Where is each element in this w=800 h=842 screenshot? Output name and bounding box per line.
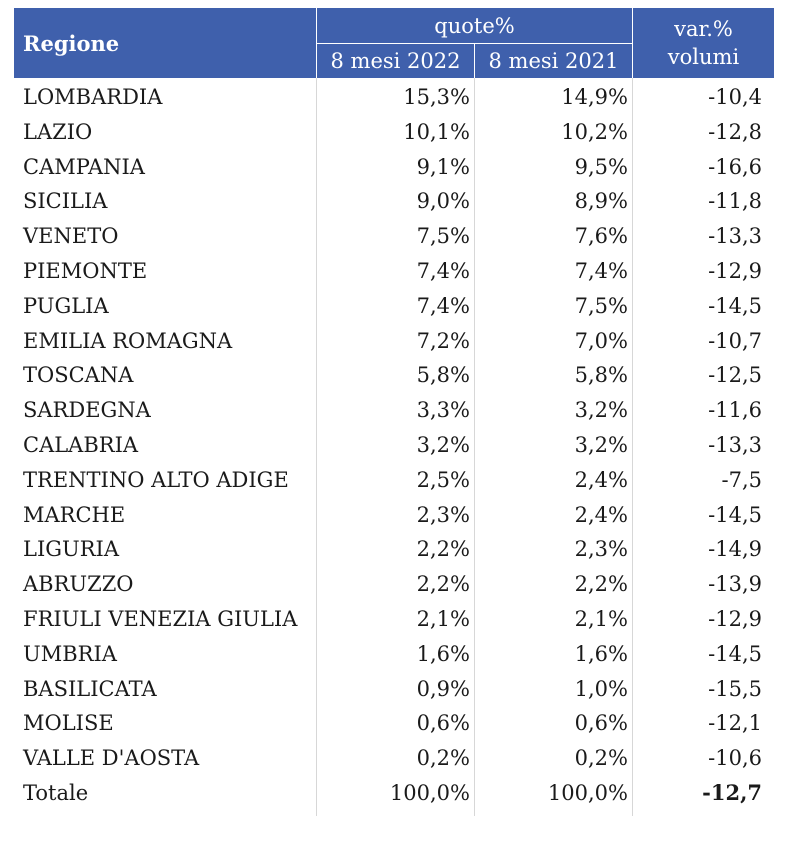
table-row xyxy=(14,428,774,463)
share-2022-cell: 7,4% xyxy=(416,258,470,283)
region-cell: PUGLIA xyxy=(23,293,109,318)
table-row xyxy=(14,706,774,741)
share-2022-cell: 100,0% xyxy=(389,780,470,805)
volume-change-cell: -12,7 xyxy=(702,779,762,805)
share-2022-cell: 2,2% xyxy=(416,537,470,562)
share-2022-cell: 2,2% xyxy=(416,572,470,597)
region-cell: LIGURIA xyxy=(23,537,119,562)
region-cell: FRIULI VENEZIA GIULIA xyxy=(23,606,298,631)
header-var-line1: var.% xyxy=(674,17,733,41)
volume-change-cell: -16,6 xyxy=(708,154,762,179)
region-cell: CALABRIA xyxy=(23,432,139,457)
region-cell: CAMPANIA xyxy=(23,154,145,179)
share-2021-cell: 2,2% xyxy=(574,572,628,597)
table-row xyxy=(14,463,774,498)
share-2021-cell: 7,4% xyxy=(574,258,628,283)
table-row xyxy=(14,150,774,185)
region-cell: BASILICATA xyxy=(23,676,157,701)
region-cell: UMBRIA xyxy=(23,641,117,666)
share-2022-cell: 7,4% xyxy=(416,293,470,318)
volume-change-cell: -12,1 xyxy=(708,711,762,736)
volume-change-cell: -14,5 xyxy=(708,293,762,318)
share-2022-cell: 7,2% xyxy=(416,328,470,353)
table-row xyxy=(14,358,774,393)
share-2021-cell: 10,2% xyxy=(561,119,628,144)
region-cell: TRENTINO ALTO ADIGE xyxy=(23,467,289,492)
region-cell: SARDEGNA xyxy=(23,398,151,423)
region-cell: SICILIA xyxy=(23,189,108,214)
header-divider xyxy=(474,44,475,78)
share-2021-cell: 1,6% xyxy=(574,641,628,666)
header-var-volumes xyxy=(633,8,774,78)
region-cell: LOMBARDIA xyxy=(23,85,163,109)
volume-change-cell: -12,5 xyxy=(708,363,762,388)
header-divider xyxy=(632,8,633,78)
volume-change-cell: -13,3 xyxy=(708,432,762,457)
table-row xyxy=(14,393,774,428)
share-2021-cell: 9,5% xyxy=(574,154,628,179)
share-2021-cell: 3,2% xyxy=(574,398,628,423)
volume-change-cell: -15,5 xyxy=(708,676,762,701)
volume-change-cell: -11,6 xyxy=(708,398,762,423)
volume-change-cell: -10,6 xyxy=(708,746,762,771)
table-row xyxy=(14,602,774,637)
volume-change-cell: -10,7 xyxy=(708,328,762,353)
share-2021-cell: 1,0% xyxy=(574,676,628,701)
table-body xyxy=(14,80,774,811)
region-cell: VENETO xyxy=(23,224,119,249)
header-region: Regione xyxy=(23,30,120,56)
share-2021-cell: 7,5% xyxy=(574,293,628,318)
region-cell: ABRUZZO xyxy=(23,572,134,597)
table-row xyxy=(14,672,774,707)
share-2021-cell: 8,9% xyxy=(574,189,628,214)
region-cell: TOSCANA xyxy=(23,363,134,388)
table-row xyxy=(14,567,774,602)
share-2022-cell: 7,5% xyxy=(416,224,470,249)
share-2021-cell: 2,4% xyxy=(574,467,628,492)
table-row xyxy=(14,637,774,672)
volume-change-cell: -12,9 xyxy=(708,606,762,631)
share-2022-cell: 2,1% xyxy=(416,606,470,631)
share-2022-cell: 5,8% xyxy=(416,363,470,388)
region-cell: MARCHE xyxy=(23,502,126,527)
share-2022-cell: 9,1% xyxy=(416,154,470,179)
table-header xyxy=(14,8,774,78)
share-2022-cell: 15,3% xyxy=(403,85,470,109)
region-cell: VALLE D'AOSTA xyxy=(23,746,200,771)
table-row xyxy=(14,80,774,115)
table-row xyxy=(14,115,774,150)
volume-change-cell: -14,5 xyxy=(708,502,762,527)
share-2022-cell: 2,3% xyxy=(416,502,470,527)
table-row xyxy=(14,324,774,359)
table-row xyxy=(14,498,774,533)
share-2021-cell: 3,2% xyxy=(574,432,628,457)
share-2021-cell: 0,2% xyxy=(574,746,628,771)
share-2022-cell: 2,5% xyxy=(416,467,470,492)
header-var-line2: volumi xyxy=(667,45,740,69)
header-year-2022: 8 mesi 2022 xyxy=(330,49,461,73)
share-2021-cell: 0,6% xyxy=(574,711,628,736)
share-2021-cell: 14,9% xyxy=(561,85,628,109)
region-cell: MOLISE xyxy=(23,711,114,736)
share-2022-cell: 3,2% xyxy=(416,432,470,457)
share-2022-cell: 10,1% xyxy=(403,119,470,144)
header-divider xyxy=(317,43,632,44)
region-cell: PIEMONTE xyxy=(23,258,148,283)
volume-change-cell: -7,5 xyxy=(721,467,762,492)
share-2021-cell: 7,0% xyxy=(574,328,628,353)
region-cell: EMILIA ROMAGNA xyxy=(23,328,233,353)
header-share-group: quote% xyxy=(434,13,515,38)
share-2021-cell: 100,0% xyxy=(547,780,628,805)
region-cell: Totale xyxy=(23,780,89,805)
volume-change-cell: -13,3 xyxy=(708,224,762,249)
share-2022-cell: 0,9% xyxy=(416,676,470,701)
table-row xyxy=(14,254,774,289)
share-2021-cell: 2,4% xyxy=(574,502,628,527)
table-row xyxy=(14,289,774,324)
share-2022-cell: 3,3% xyxy=(416,398,470,423)
volume-change-cell: -13,9 xyxy=(708,572,762,597)
share-2021-cell: 7,6% xyxy=(574,224,628,249)
volume-change-cell: -12,9 xyxy=(708,258,762,283)
table-row xyxy=(14,184,774,219)
share-2022-cell: 0,2% xyxy=(416,746,470,771)
share-2021-cell: 2,3% xyxy=(574,537,628,562)
volume-change-cell: -10,4 xyxy=(708,85,762,109)
region-cell: LAZIO xyxy=(23,119,93,144)
share-2022-cell: 1,6% xyxy=(416,641,470,666)
total-row xyxy=(14,776,774,811)
volume-change-cell: -12,8 xyxy=(708,119,762,144)
volume-change-cell: -14,9 xyxy=(708,537,762,562)
volume-change-cell: -14,5 xyxy=(708,641,762,666)
volume-change-cell: -11,8 xyxy=(708,189,762,214)
header-year-2021: 8 mesi 2021 xyxy=(488,49,619,73)
table-row xyxy=(14,219,774,254)
table-row xyxy=(14,532,774,567)
region-share-table xyxy=(14,8,774,811)
share-2021-cell: 2,1% xyxy=(574,606,628,631)
share-2021-cell: 5,8% xyxy=(574,363,628,388)
share-2022-cell: 9,0% xyxy=(416,189,470,214)
table-row xyxy=(14,741,774,776)
share-2022-cell: 0,6% xyxy=(416,711,470,736)
